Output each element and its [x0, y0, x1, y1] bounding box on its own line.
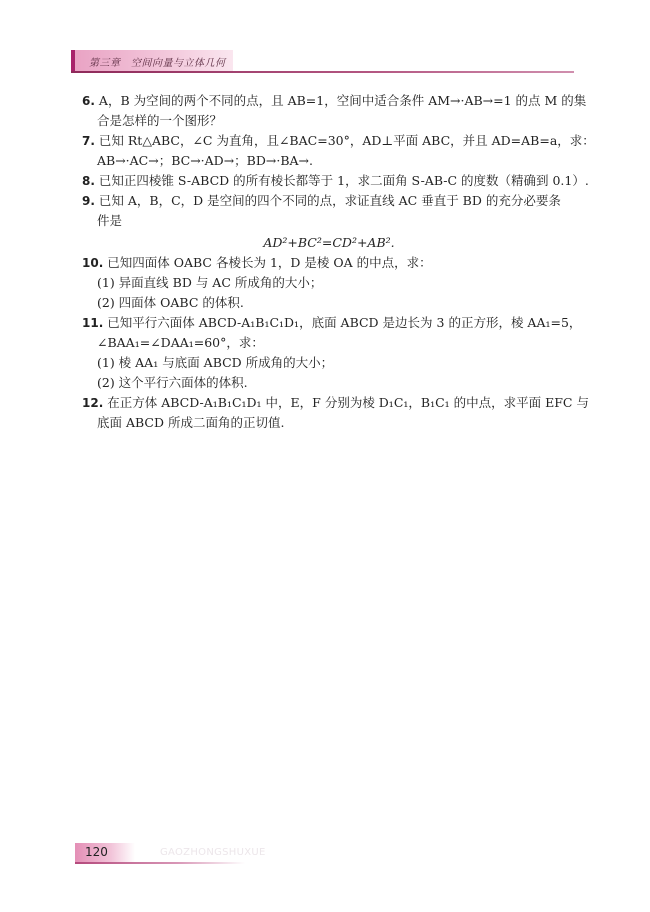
- problem-line: [82, 91, 587, 111]
- problem-line: 件是: [97, 213, 123, 228]
- problem-number: 10.: [82, 256, 104, 270]
- problem-11: [82, 313, 582, 393]
- problem-6: [82, 91, 587, 131]
- problem-line: 底面 ABCD 所成二面角的正切值.: [97, 415, 285, 430]
- page-number: 120: [85, 845, 108, 859]
- problem-line: [82, 253, 576, 273]
- display-formula: AD²+BC²=CD²+AB².: [263, 235, 395, 250]
- problem-line: [82, 131, 595, 151]
- problem-line: 合是怎样的一个图形？: [97, 113, 223, 128]
- problem-line: [82, 171, 589, 191]
- footer-watermark: GAOZHONGSHUXUE: [160, 847, 266, 858]
- problem-number: 8.: [82, 174, 95, 188]
- footer-rule: [75, 862, 245, 864]
- problem-8: [82, 171, 589, 191]
- problem-number: 11.: [82, 316, 104, 330]
- header-tab: [75, 50, 233, 71]
- problem-text: 在正方体 ABCD-A₁B₁C₁D₁ 中，E，F 分别为棱 D₁C₁，B₁C₁ 的中点，求平面 EFC 与: [107, 395, 589, 410]
- problem-number: 7.: [82, 134, 95, 148]
- subpart: (2) 这个平行六面体的体积.: [97, 375, 248, 390]
- problem-number: 12.: [82, 396, 104, 410]
- subpart: (1) 异面直线 BD 与 AC 所成角的大小；: [97, 275, 323, 290]
- problem-line: ∠BAA₁=∠DAA₁=60°，求：: [97, 335, 264, 350]
- problem-9: [82, 191, 576, 253]
- exercise-list: [82, 91, 595, 433]
- problem-12: [82, 393, 589, 433]
- subpart: (1) 棱 AA₁ 与底面 ABCD 所成角的大小；: [97, 355, 334, 370]
- problem-text: A，B 为空间的两个不同的点，且 AB=1，空间中适合条件 AM→·AB→=1 的点 M 的集: [98, 93, 587, 108]
- problem-line: [82, 313, 582, 333]
- page-footer: [75, 843, 266, 865]
- problem-line: AB→·AC→；BC→·AD→；BD→·BA→.: [97, 153, 313, 168]
- problem-text: 已知 A，B，C，D 是空间的四个不同的点，求证直线 AC 垂直于 BD 的充分必要条: [98, 193, 561, 208]
- problem-line: [82, 393, 589, 413]
- problem-number: 6.: [82, 94, 95, 108]
- chapter-header: [71, 50, 574, 72]
- problem-text: 已知四面体 OABC 各棱长为 1，D 是棱 OA 的中点，求：: [107, 255, 432, 270]
- problem-line: [82, 191, 576, 211]
- problem-text: 已知 Rt△ABC，∠C 为直角，且∠BAC=30°，AD⊥平面 ABC，并且 AD=AB=a，求：: [98, 133, 595, 148]
- problem-number: 9.: [82, 194, 95, 208]
- subpart: (2) 四面体 OABC 的体积.: [97, 295, 244, 310]
- chapter-title: 第三章 空间向量与立体几何: [89, 58, 226, 69]
- problem-10: [82, 253, 576, 313]
- footer-tab: [75, 843, 135, 862]
- problem-text: 已知正四棱锥 S-ABCD 的所有棱长都等于 1，求二面角 S-AB-C 的度数（精确到 0.1）.: [98, 173, 589, 188]
- problem-7: [82, 131, 595, 171]
- problem-text: 已知平行六面体 ABCD-A₁B₁C₁D₁，底面 ABCD 是边长为 3 的正方形，棱 AA₁=5，: [107, 315, 582, 330]
- header-rule: [71, 71, 574, 73]
